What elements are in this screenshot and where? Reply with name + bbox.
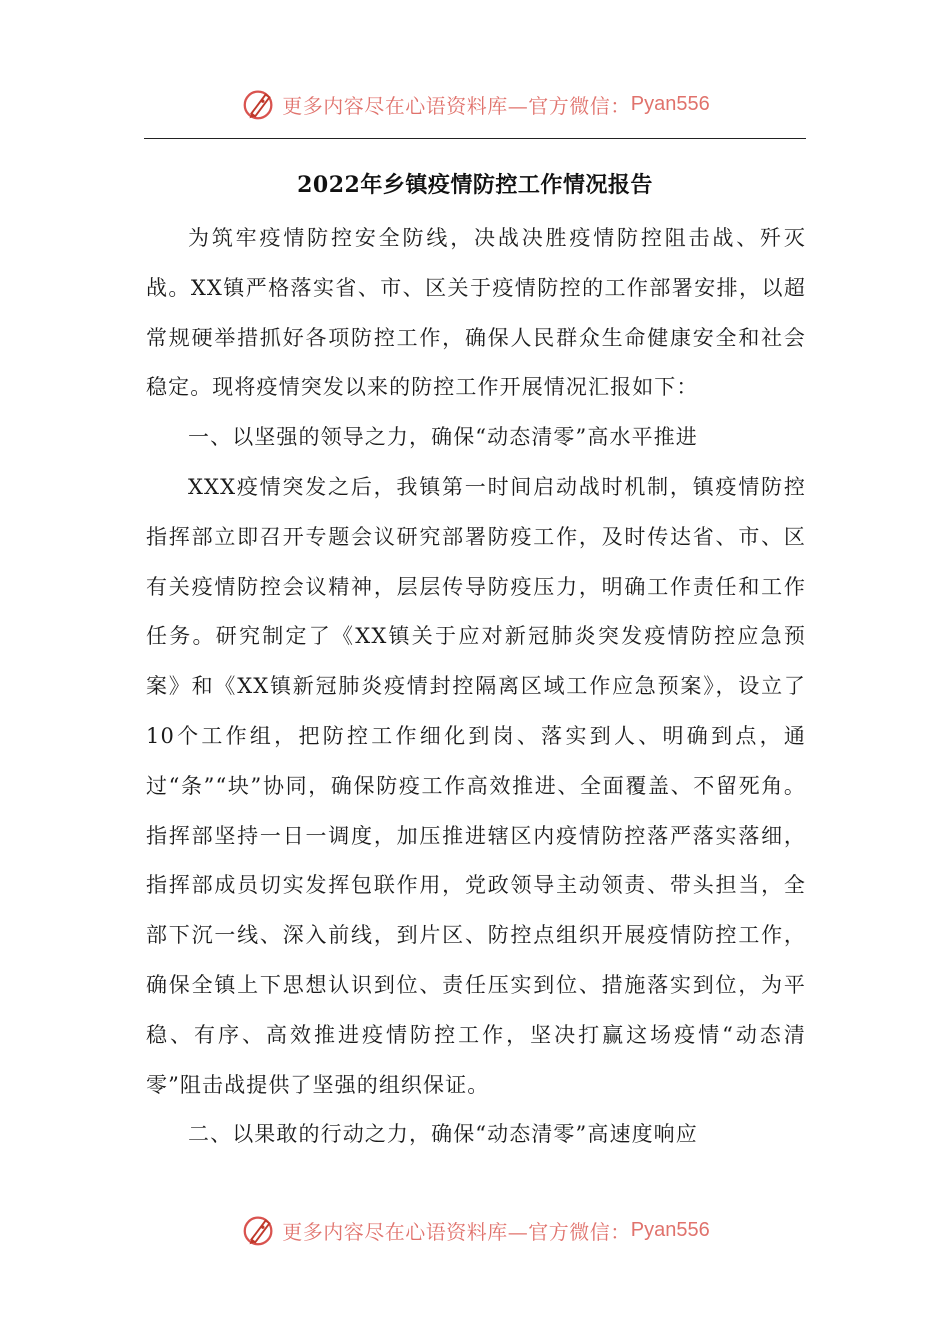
header-banner xyxy=(0,82,950,126)
pen-nib-circle-icon xyxy=(240,1211,278,1249)
paragraph-intro: 为筑牢疫情防控安全防线，决战决胜疫情防控阻击战、歼灭战。XX镇严格落实省、市、区关于疫情防控的工作部署安排，以超常规硬举措抓好各项防控工作，确保人民群众生命健康安全和社会稳定。现将疫情突发以来的防控工作开展情况汇报如下： xyxy=(146,226,806,400)
header-divider xyxy=(144,138,806,139)
footer-banner xyxy=(0,1208,950,1252)
banner-wechat-id: Pyan556 xyxy=(630,92,710,115)
pen-nib-circle-icon xyxy=(240,85,278,123)
section-heading-1: 一、以坚强的领导之力，确保“动态清零”高水平推进 xyxy=(188,425,698,450)
document-title: 2022年乡镇疫情防控工作情况报告 xyxy=(297,172,653,198)
banner-text: 更多内容尽在心语资料库—官方微信： xyxy=(282,93,631,118)
section-heading-2: 二、以果敢的行动之力，确保“动态清零”高速度响应 xyxy=(188,1122,698,1147)
banner-wechat-id: Pyan556 xyxy=(630,1218,710,1241)
banner-text: 更多内容尽在心语资料库—官方微信： xyxy=(282,1219,631,1244)
document-body xyxy=(146,214,806,1160)
paragraph-section-1: XXX疫情突发之后，我镇第一时间启动战时机制，镇疫情防控指挥部立即召开专题会议研究部署防疫工作，及时传达省、市、区有关疫情防控会议精神，层层传导防疫压力，明确工作责任和工作任务。研究制定了《XX镇关于应对新冠肺炎突发疫情防控应急预案》和《XX镇新冠肺炎疫情封控隔离区域工作应急预案》，设立了10个工作组，把防控工作细化到岗、落实到人、明确到点，通过“条”“块”协同，确保防疫工作高效推进、全面覆盖、不留死角。指挥部坚持一日一调度，加压推进辖区内疫情防控落严落实落细，指挥部成员切实发挥包联作用，党政领导主动领责、带头担当，全部下沉一线、深入前线，到片区、防控点组织开展疫情防控工作，确保全镇上下思想认识到位、责任压实到位、措施落实到位，为平稳、有序、高效推进疫情防控工作，坚决打赢这场疫情“动态清零”阻击战提供了坚强的组织保证。 xyxy=(146,474,806,1097)
